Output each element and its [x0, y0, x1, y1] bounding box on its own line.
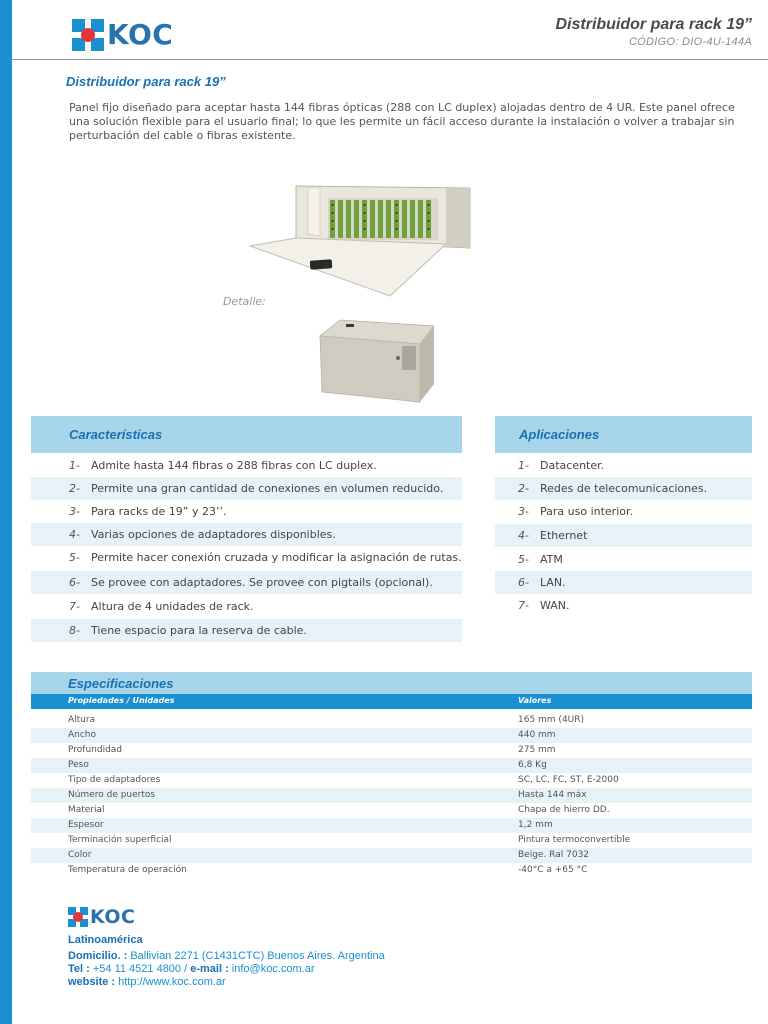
table-row: Tipo de adaptadores SC, LC, FC, ST, E-2000	[68, 775, 619, 785]
koc-logo	[72, 19, 173, 51]
koc-logo-mark-icon	[72, 19, 104, 51]
especificaciones-header	[31, 672, 752, 694]
side-accent-bar	[0, 0, 12, 1024]
footer-address: Domicilio. : Ballivian 2271 (C1431CTC) Buenos Aires. Argentina	[68, 950, 385, 962]
detail-label: Detalle:	[223, 295, 266, 308]
product-image-detail	[316, 318, 436, 404]
koc-logo-text: KOC	[107, 18, 174, 51]
product-title: Distribuidor para rack 19”	[66, 74, 226, 89]
table-row: Espesor 1,2 mm	[31, 818, 752, 833]
especificaciones-title: Especificaciones	[68, 676, 174, 691]
footer-region: Latinoamérica	[68, 934, 143, 946]
table-row: Terminación superficial Pintura termoconvertible	[68, 835, 631, 845]
list-item: 1- Admite hasta 144 fibras o 288 fibras con LC duplex.	[69, 459, 377, 472]
page-header	[12, 0, 768, 60]
column-header-propiedades: Propiedades / Unidades	[68, 696, 175, 705]
product-image-rack-open	[248, 182, 474, 298]
product-description: Panel fijo diseñado para aceptar hasta 144 fibras ópticas (288 con LC duplex) alojadas dentro de 4 UR. Este panel ofrece una solución flexible para el usuario final; lo que les permite un fácil acceso durante la instalación o volver a trabajar sin perturbación del cable o fibras existente.	[69, 101, 735, 142]
list-item: 2- Permite una gran cantidad de conexiones en volumen reducido.	[31, 477, 462, 500]
footer-website: website : http://www.koc.com.ar	[68, 976, 226, 988]
aplicaciones-title: Aplicaciones	[519, 427, 600, 442]
list-item: 1- Datacenter.	[518, 459, 605, 472]
table-row: Material Chapa de hierro DD.	[68, 805, 610, 815]
list-item: 5- ATM	[518, 553, 563, 566]
list-item: 6- LAN.	[495, 571, 752, 594]
footer-logo-text: KOC	[90, 906, 136, 928]
list-item: 6- Se provee con adaptadores. Se provee con pigtails (opcional).	[31, 571, 462, 594]
list-item: 4- Varias opciones de adaptadores disponibles.	[31, 523, 462, 546]
table-row: Número de puertos Hasta 144 máx	[31, 788, 752, 803]
column-header-valores: Valores	[518, 696, 552, 705]
table-row: Color Beige. Ral 7032	[31, 848, 752, 863]
table-row: Peso 6,8 Kg	[31, 758, 752, 773]
list-item: 3- Para racks de 19” y 23’’.	[69, 505, 227, 518]
footer-email-link[interactable]: info@koc.com.ar	[228, 963, 315, 975]
footer-koc-logo	[68, 907, 135, 927]
product-code: CÓDIGO: DIO-4U-144A	[628, 36, 752, 48]
list-item: 5- Permite hacer conexión cruzada y modificar la asignación de rutas.	[69, 551, 462, 564]
list-item: 8- Tiene espacio para la reserva de cable.	[31, 619, 462, 642]
aplicaciones-header	[495, 416, 752, 453]
footer-website-link[interactable]: http://www.koc.com.ar	[115, 976, 226, 988]
header-title: Distribuidor para rack 19”	[555, 16, 752, 33]
caracteristicas-title: Características	[69, 427, 163, 442]
footer-contact: Tel : +54 11 4521 4800 / e-mail : info@koc.com.ar	[68, 963, 315, 975]
table-row: Altura 165 mm (4UR)	[68, 715, 585, 725]
list-item: 4- Ethernet	[495, 524, 752, 547]
list-item: 2- Redes de telecomunicaciones.	[495, 477, 752, 500]
especificaciones-column-headers	[31, 694, 752, 709]
caracteristicas-header	[31, 416, 462, 453]
koc-logo-mark-icon	[68, 907, 88, 927]
list-item: 7- WAN.	[518, 599, 570, 612]
list-item: 7- Altura de 4 unidades de rack.	[69, 600, 254, 613]
table-row: Profundidad 275 mm	[68, 745, 556, 755]
table-row: Temperatura de operación -40°C a +65 °C	[68, 865, 588, 875]
table-row: Ancho 440 mm	[31, 728, 752, 743]
list-item: 3- Para uso interior.	[518, 505, 633, 518]
